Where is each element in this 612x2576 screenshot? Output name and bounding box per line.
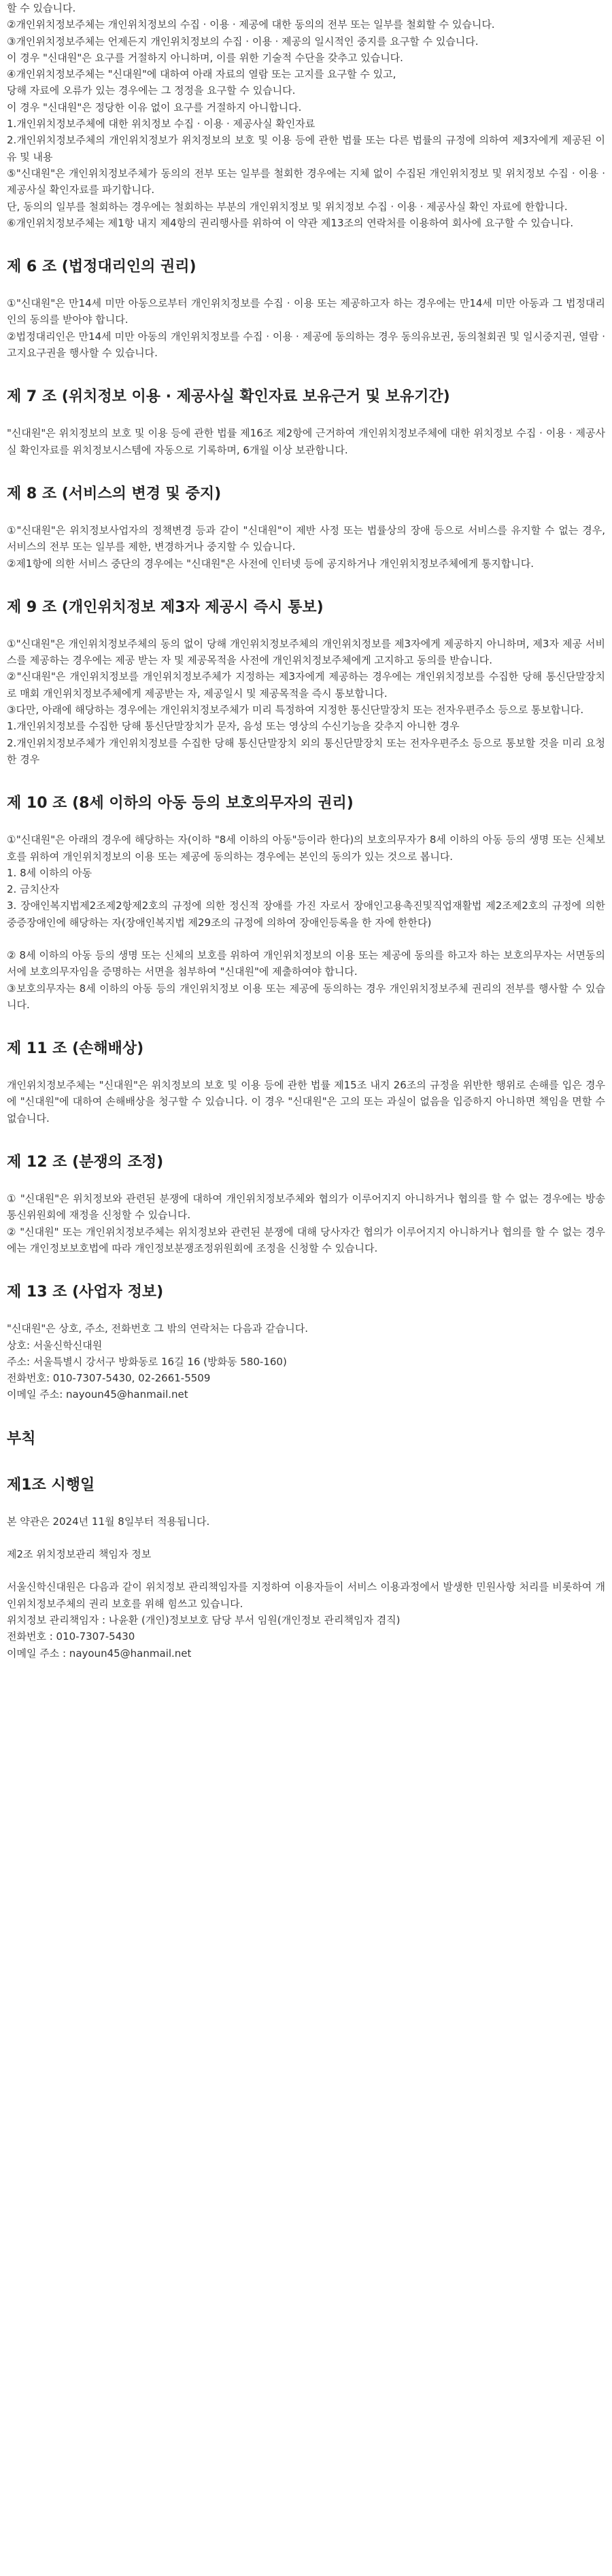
paragraph: ③개인위치정보주체는 언제든지 개인위치정보의 수집 · 이용 · 제공의 일시적인 중지를 요구할 수 있습니다.: [7, 35, 479, 48]
paragraph: 개인위치정보주체는 "신대원"은 위치정보의 보호 및 이용 등에 관한 법률 제15조 내지 26조의 규정을 위반한 행위로 손해를 입은 경우에 "신대원"에 대하여 손해배상을 청구할 수 있습니다. 이 경우 "신대원"은 고의 또는 과실이 없음을 입증하지 아니하면 책임을 면할 수 없습니다.: [7, 1079, 605, 1124]
paragraph: ③다만, 아래에 해당하는 경우에는 개인위치정보주체가 미리 특정하여 지정한 통신단말장치 또는 전자우편주소 등으로 통보합니다.: [7, 704, 584, 717]
article-6-heading: 제 6 조 (법정대리인의 권리): [7, 258, 197, 276]
paragraph: 2.개인위치정보주체의 개인위치정보가 위치정보의 보호 및 이용 등에 관한 법률 또는 다른 법률의 규정에 의하여 제3자에게 제공된 이유 및 내용: [7, 134, 605, 163]
article-1-heading: 제1조 시행일: [7, 1476, 95, 1494]
paragraph: ⑤"신대원"은 개인위치정보주체가 동의의 전부 또는 일부를 철회한 경우에는 지체 없이 수집된 개인위치정보 및 위치정보 수집 · 이용 · 제공사실 확인자료를 파기합니다.: [7, 167, 605, 196]
paragraph: ②제1항에 의한 서비스 중단의 경우에는 "신대원"은 사전에 인터넷 등에 공지하거나 개인위치정보주체에게 통지합니다.: [7, 557, 534, 570]
paragraph: 1.개인위치정보를 수집한 당해 통신단말장치가 문자, 음성 또는 영상의 수신기능을 갖추지 아니한 경우: [7, 720, 460, 733]
paragraph: ③보호의무자는 8세 이하의 아동 등의 개인위치정보 이용 또는 제공에 동의하는 경우 개인위치정보주체 권리의 전부를 행사할 수 있습니다.: [7, 982, 605, 1011]
paragraph: ②법정대리인은 만14세 미만 아동의 개인위치정보를 수집 · 이용 · 제공에 동의하는 경우 동의유보권, 동의철회권 및 일시중지권, 열람 · 고지요구권을 행사할 수 있습니다.: [7, 330, 605, 360]
article-8-heading: 제 8 조 (서비스의 변경 및 중지): [7, 485, 222, 502]
paragraph: 2.개인위치정보주체가 개인위치정보를 수집한 당해 통신단말장치 외의 통신단말장치 또는 전자우편주소 등으로 통보할 것을 미리 요청한 경우: [7, 736, 605, 766]
company-email: 이메일 주소: nayoun45@hanmail.net: [7, 1388, 188, 1401]
list-item: 1. 8세 이하의 아동: [7, 866, 92, 879]
paragraph: 서울신학신대원은 다음과 같이 위치정보 관리책임자를 지정하여 이용자들이 서비스 이용과정에서 발생한 민원사항 처리를 비롯하여 개인위치정보주체의 권리 보호를 위해 힘쓰고 있습니다.: [7, 1581, 605, 1610]
paragraph: "신대원"은 상호, 주소, 전화번호 그 밖의 연락처는 다음과 같습니다.: [7, 1322, 308, 1335]
paragraph: 할 수 있습니다.: [7, 2, 76, 14]
paragraph: ①"신대원"은 위치정보사업자의 정책변경 등과 같이 "신대원"이 제반 사정 또는 법률상의 장애 등으로 서비스를 유지할 수 없는 경우, 서비스의 전부 또는 일부를 제한, 변경하거나 중지할 수 있습니다.: [7, 523, 605, 553]
paragraph: "신대원"은 위치정보의 보호 및 이용 등에 관한 법률 제16조 제2항에 근거하여 개인위치정보주체에 대한 위치정보 수집 · 이용 · 제공사실 확인자료를 위치정보시스템에 자동으로 기록하며, 6개월 이상 보관합니다.: [7, 427, 605, 456]
manager-email: 이메일 주소 : nayoun45@hanmail.net: [7, 1647, 192, 1660]
article-13-heading: 제 13 조 (사업자 정보): [7, 1284, 164, 1301]
article-11-heading: 제 11 조 (손해배상): [7, 1040, 144, 1058]
manager-phone: 전화번호 : 010-7307-5430: [7, 1630, 135, 1643]
paragraph: 1.개인위치정보주체에 대한 위치정보 수집 · 이용 · 제공사실 확인자료: [7, 118, 316, 131]
paragraph: ② "신대원" 또는 개인위치정보주체는 위치정보와 관련된 분쟁에 대해 당사자간 협의가 이루어지지 아니하거나 협의를 할 수 없는 경우에는 개인정보보호법에 따라 개인정보분쟁조정위원회에 조정을 신청할 수 있습니다.: [7, 1225, 605, 1254]
paragraph: ①"신대원"은 개인위치정보주체의 동의 없이 당해 개인위치정보주체의 개인위치정보를 제3자에게 제공하지 아니하며, 제3자 제공 서비스를 제공하는 경우에는 제공 받는 자 및 제공목적을 사전에 개인위치정보주체에게 고지하고 동의를 받습니다.: [7, 637, 605, 667]
effective-date: 본 약관은 2024년 11월 8일부터 적용됩니다.: [7, 1515, 210, 1528]
article-10-heading: 제 10 조 (8세 이하의 아동 등의 보호의무자의 권리): [7, 795, 354, 812]
paragraph: ⑥개인위치정보주체는 제1항 내지 제4항의 권리행사를 위하여 이 약관 제13조의 연락처를 이용하여 회사에 요구할 수 있습니다.: [7, 216, 574, 229]
article-12-heading: 제 12 조 (분쟁의 조정): [7, 1154, 164, 1171]
paragraph: 당해 자료에 오류가 있는 경우에는 그 정정을 요구할 수 있습니다.: [7, 84, 296, 97]
paragraph: ② 8세 이하의 아동 등의 생명 또는 신체의 보호를 위하여 개인위치정보의 이용 또는 제공에 동의를 하고자 하는 보호의무자는 서면동의서에 보호의무자임을 증명하는 서면을 첨부하여 "신대원"에 제출하여야 합니다.: [7, 948, 605, 978]
intro-block: [7, 0, 605, 231]
company-name: 상호: 서울신학신대원: [7, 1339, 103, 1352]
list-item: 2. 금치산자: [7, 883, 60, 896]
article-9-heading: 제 9 조 (개인위치정보 제3자 제공시 즉시 통보): [7, 598, 324, 616]
manager-name: 위치정보 관리책임자 : 나윤환 (개인)정보보호 담당 부서 임원(개인정보 관리책임자 겸직): [7, 1613, 401, 1626]
list-item: 3. 장애인복지법제2조제2항제2호의 규정에 의한 정신적 장애를 가진 자로서 장애인고용촉진및직업재활법 제2조제2호의 규정에 의한 중증장애인에 해당하는 자(장애인복지법 제29조의 규정에 의하여 장애인등록을 한 자에 한한다): [7, 899, 605, 929]
article-2-label: 제2조 위치정보관리 책임자 정보: [7, 1548, 152, 1561]
company-address: 주소: 서울특별시 강서구 방화동로 16길 16 (방화동 580-160): [7, 1355, 287, 1368]
paragraph: ①"신대원"은 만14세 미만 아동으로부터 개인위치정보를 수집 · 이용 또는 제공하고자 하는 경우에는 만14세 미만 아동과 그 법정대리인의 동의를 받아야 합니다.: [7, 297, 605, 326]
paragraph: 단, 동의의 일부를 철회하는 경우에는 철회하는 부분의 개인위치정보 및 위치정보 수집 · 이용 · 제공사실 확인 자료에 한합니다.: [7, 200, 568, 213]
paragraph: 이 경우 "신대원"은 정당한 이유 없이 요구를 거절하지 아니합니다.: [7, 101, 302, 114]
paragraph: 이 경우 "신대원"은 요구를 거절하지 아니하며, 이를 위한 기술적 수단을 갖추고 있습니다.: [7, 51, 403, 64]
paragraph: ① "신대원"은 위치정보와 관련된 분쟁에 대하여 개인위치정보주체와 협의가 이루어지지 아니하거나 협의를 할 수 없는 경우에는 방송통신위원회에 재정을 신청할 수 있습니다.: [7, 1192, 605, 1222]
paragraph: ④개인위치정보주체는 "신대원"에 대하여 아래 자료의 열람 또는 고지를 요구할 수 있고,: [7, 68, 396, 81]
appendix-heading: 부칙: [7, 1430, 36, 1447]
paragraph: ②개인위치정보주체는 개인위치정보의 수집 · 이용 · 제공에 대한 동의의 전부 또는 일부를 철회할 수 있습니다.: [7, 18, 495, 31]
paragraph: ②"신대원"은 개인위치정보를 개인위치정보주체가 지정하는 제3자에게 제공하는 경우에는 개인위치정보를 수집한 당해 통신단말장치로 매회 개인위치정보주체에게 제공받는 자, 제공일시 및 제공목적을 즉시 통보합니다.: [7, 670, 605, 700]
article-7-heading: 제 7 조 (위치정보 이용 · 제공사실 확인자료 보유근거 및 보유기간): [7, 388, 450, 406]
paragraph: ①"신대원"은 아래의 경우에 해당하는 자(이하 "8세 이하의 아동"등이라 한다)의 보호의무자가 8세 이하의 아동 등의 생명 또는 신체보호를 위하여 개인위치정보의 이용 또는 제공에 동의하는 경우에는 본인의 동의가 있는 것으로 봅니다.: [7, 834, 605, 863]
company-phone: 전화번호: 010-7307-5430, 02-2661-5509: [7, 1372, 211, 1385]
